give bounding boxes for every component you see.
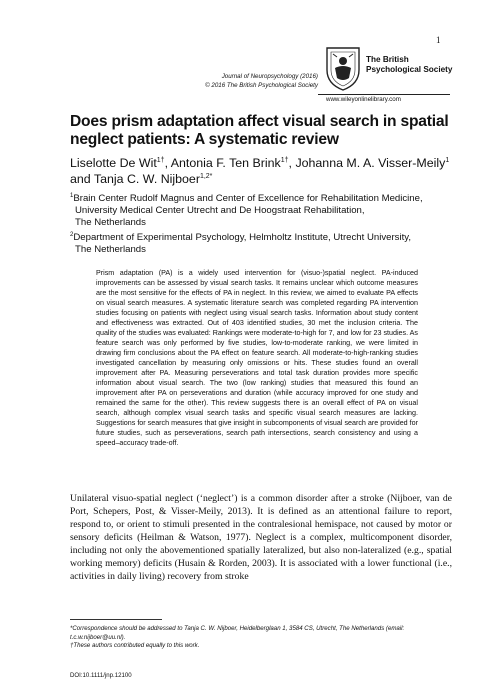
correspondence-footnote: *Correspondence should be addressed to Tanja C. W. Nijboer, Heidelberglaan 1, 3584 CS, Utrecht, The Netherlands (email: t.c.w.nijboer@uu.nl).: [70, 625, 405, 641]
author-superscript: 1: [445, 156, 450, 164]
author-superscript: 1†: [280, 156, 289, 164]
equal-contribution-footnote: †These authors contributed equally to this work.: [70, 642, 200, 649]
affiliation-line: The Netherlands: [75, 244, 146, 255]
journal-citation: Journal of Neuropsychology (2016): [221, 73, 318, 80]
author-name: Johanna M. A. Visser-Meily: [295, 156, 446, 170]
website-link[interactable]: www.wileyonlinelibrary.com: [326, 96, 401, 103]
author-separator: ,: [164, 156, 171, 170]
footnote-divider: [70, 619, 162, 620]
page-number: 1: [436, 35, 441, 45]
author-separator: ,: [288, 156, 296, 170]
affiliation-marker: 1: [70, 192, 74, 199]
bps-logo-text: [366, 55, 452, 75]
logo-line-1: The British: [366, 55, 409, 64]
doi-link[interactable]: DOI:10.1111/jnp.12100: [70, 672, 132, 679]
author-superscript: 1†: [156, 156, 165, 164]
affiliation-line: University Medical Center Utrecht and De Hoogstraat Rehabilitation,: [75, 205, 365, 216]
author-name: Liselotte De Wit: [70, 156, 157, 170]
affiliation-line: Brain Center Rudolf Magnus and Center of Excellence for Rehabilitation Medicine,: [73, 193, 423, 204]
body-paragraph: Unilateral visuo-spatial neglect (‘neglect’) is a common disorder after a stroke (Nijboer, van de Port, Schepers, Post, & Visser-Meily, 2013). It is defined as an attentional failure to report, respond to, or orient to stimuli presented in the contralesional hemispace, not caused by motor or sensory deficits (Heilman & Watson, 1977). Neglect is a complex, multicomponent disorder, including not only the abovementioned spatially lateralized, but also non-lateralized (e.g., spatial working memory) deficits (Husain & Rorden, 2003). It is associated with a lower functional (i.e., activities in daily living) recovery from stroke: [70, 493, 452, 582]
logo-line-2: Psychological Society: [366, 65, 453, 74]
author-superscript: 1,2*: [199, 172, 213, 180]
affiliation-2: [70, 232, 460, 256]
author-separator: and: [70, 171, 94, 186]
journal-info: [150, 72, 318, 90]
author-name: Antonia F. Ten Brink: [170, 156, 281, 170]
bps-seal-logo-icon: [323, 44, 363, 92]
author-list: [70, 156, 460, 187]
journal-copyright: © 2016 The British Psychological Society: [205, 82, 318, 89]
header-divider: [318, 94, 450, 95]
article-title: Does prism adaptation affect visual search in spatial neglect patients: A systematic review: [70, 113, 449, 148]
affiliation-line: The Netherlands: [75, 217, 146, 228]
affiliation-marker: 2: [70, 231, 74, 238]
affiliation-line: Department of Experimental Psychology, Helmholtz Institute, Utrecht University,: [73, 232, 412, 243]
affiliation-1: [70, 193, 460, 229]
abstract-text: Prism adaptation (PA) is a widely used intervention for (visuo-)spatial neglect. PA-induced improvements can be assessed by visual search tasks. It remains unclear which outcome measures are the most sensitive for the effects of PA in neglect. In this review, we aimed to evaluate PA effects on visual search measures. A systematic literature search was completed regarding PA intervention studies focusing on patients with neglect using visual search tasks. Information about study content and effectiveness was extracted. Out of 403 identified studies, 30 met the inclusion criteria. The quality of the studies was evaluated: Rankings were moderate-to-high for 7, and low for 23 studies. As feature search was only performed by five studies, low-to-moderate ranking, we were limited in drawing firm conclusions about the PA effect on feature search. All moderate-to-high-ranking studies investigated cancellation by measuring only omissions or hits. These studies found an overall improvement after PA. Measuring perseverations and total task duration provides more specific information about visual search. The two (low ranking) studies that measured this found an improvement after PA on perseverations and duration (while accuracy improved for one study and remained the same for the other). This review suggests there is an overall effect of PA on visual search, although complex visual search tasks and specific visual search measures are lacking. Suggestions for search measures that give insight in subcomponents of visual search are provided for future studies, such as perseverations, search path intersections, search consistency and using a speed–accuracy trade-off.: [96, 269, 418, 447]
author-name: Tanja C. W. Nijboer: [93, 171, 200, 186]
